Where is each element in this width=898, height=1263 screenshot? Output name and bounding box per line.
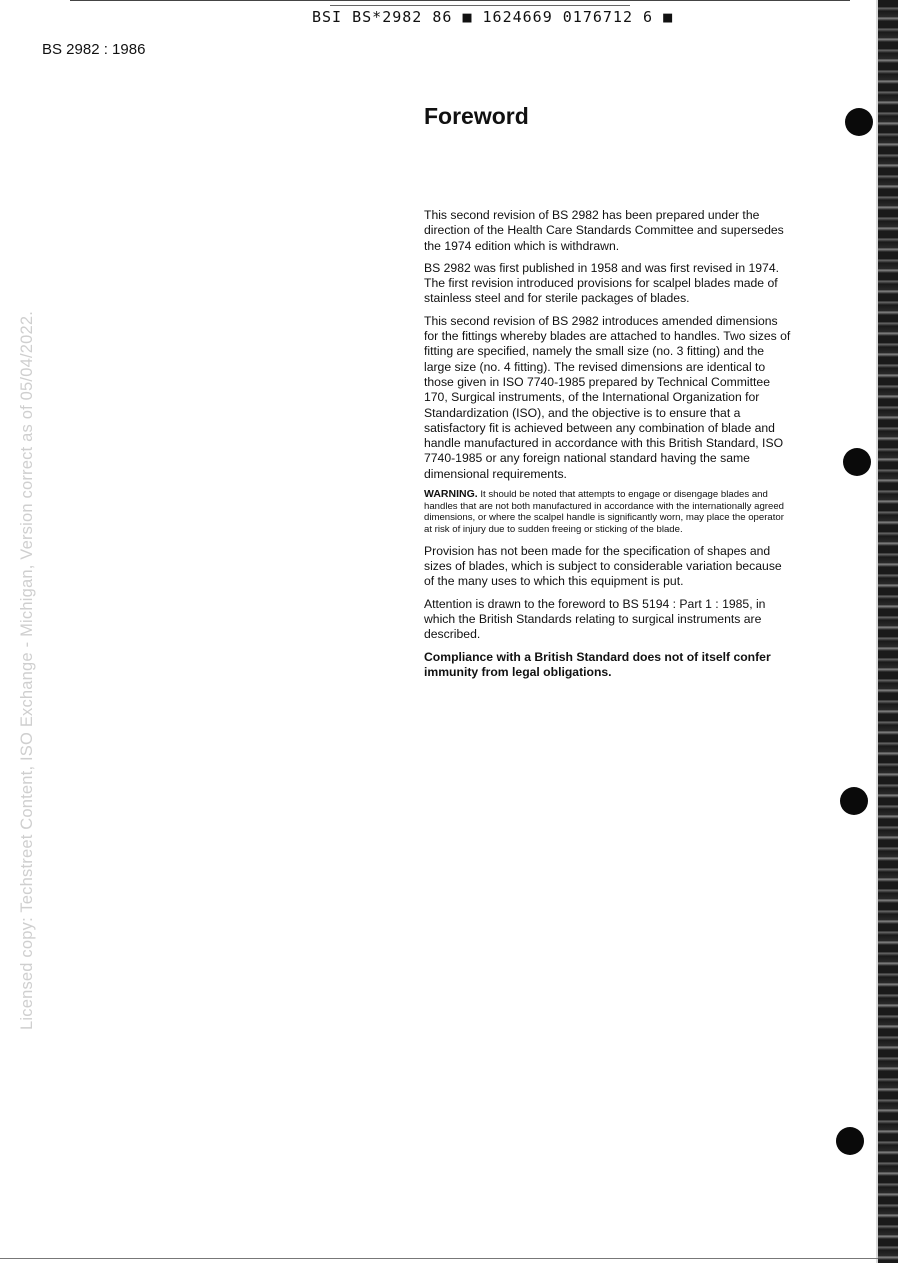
paragraph-3: This second revision of BS 2982 introduces amended dimensions for the fittings whereby blades are attached to handles. Two sizes of fitting are specified, namely the small size (no. 3 fitting) and the large size (no. 4 fitting). The revised dimensions are identical to those given in ISO 7740-1985 prepared by Technical Committee 170, Surgical instruments, of the International Organization for Standardization (ISO), and the objective is to ensure that a satisfactory fit is achieved between any combination of blade and handle manufactured in accordance with this British Standard, ISO 7740-1985 or any foreign national standard having the same dimensional requirements.: [424, 313, 791, 481]
document-reference: BS 2982 : 1986: [42, 41, 146, 58]
bottom-rule: [0, 1258, 878, 1259]
punch-hole-icon: [845, 108, 873, 136]
punch-hole-icon: [843, 448, 871, 476]
punch-hole-icon: [840, 787, 868, 815]
page-title: Foreword: [424, 103, 529, 129]
license-watermark: Licensed copy: Techstreet Content, ISO Exchange - Michigan, Version correct as of 05/04/2022.: [18, 310, 36, 1030]
warning-label: WARNING.: [424, 488, 478, 501]
paragraph-5: Attention is drawn to the foreword to BS 5194 : Part 1 : 1985, in which the British Standards relating to surgical instruments are described.: [424, 596, 766, 642]
paragraph-1: This second revision of BS 2982 has been prepared under the direction of the Health Care Standards Committee and supersedes the 1974 edition which is withdrawn.: [424, 208, 784, 253]
warning-note: [424, 489, 792, 536]
paragraph-4: Provision has not been made for the specification of shapes and sizes of blades, which is subject to considerable variation because of the many uses to which this equipment is put.: [424, 543, 782, 589]
warning-text: It should be noted that attempts to engage or disengage blades and handles that are not both manufactured in accordance with the internationally agreed dimensions, or where the scalpel handle is significantly worn, may place the operator at risk of injury due to sudden freeing or sticking of the blade.: [424, 489, 784, 536]
top-rule-short: [330, 5, 630, 6]
scan-code: BSI BS*2982 86 ■ 1624669 0176712 6 ■: [312, 8, 674, 26]
compliance-statement: Compliance with a British Standard does not of itself confer immunity from legal obligations.: [424, 649, 771, 679]
paragraph-2: BS 2982 was first published in 1958 and was first revised in 1974. The first revision introduced provisions for scalpel blades made of stainless steel and for sterile packages of blades.: [424, 260, 779, 306]
foreword-body: [424, 208, 792, 687]
scan-edge: [878, 0, 898, 1263]
punch-hole-icon: [836, 1127, 864, 1155]
top-rule: [70, 0, 850, 1]
